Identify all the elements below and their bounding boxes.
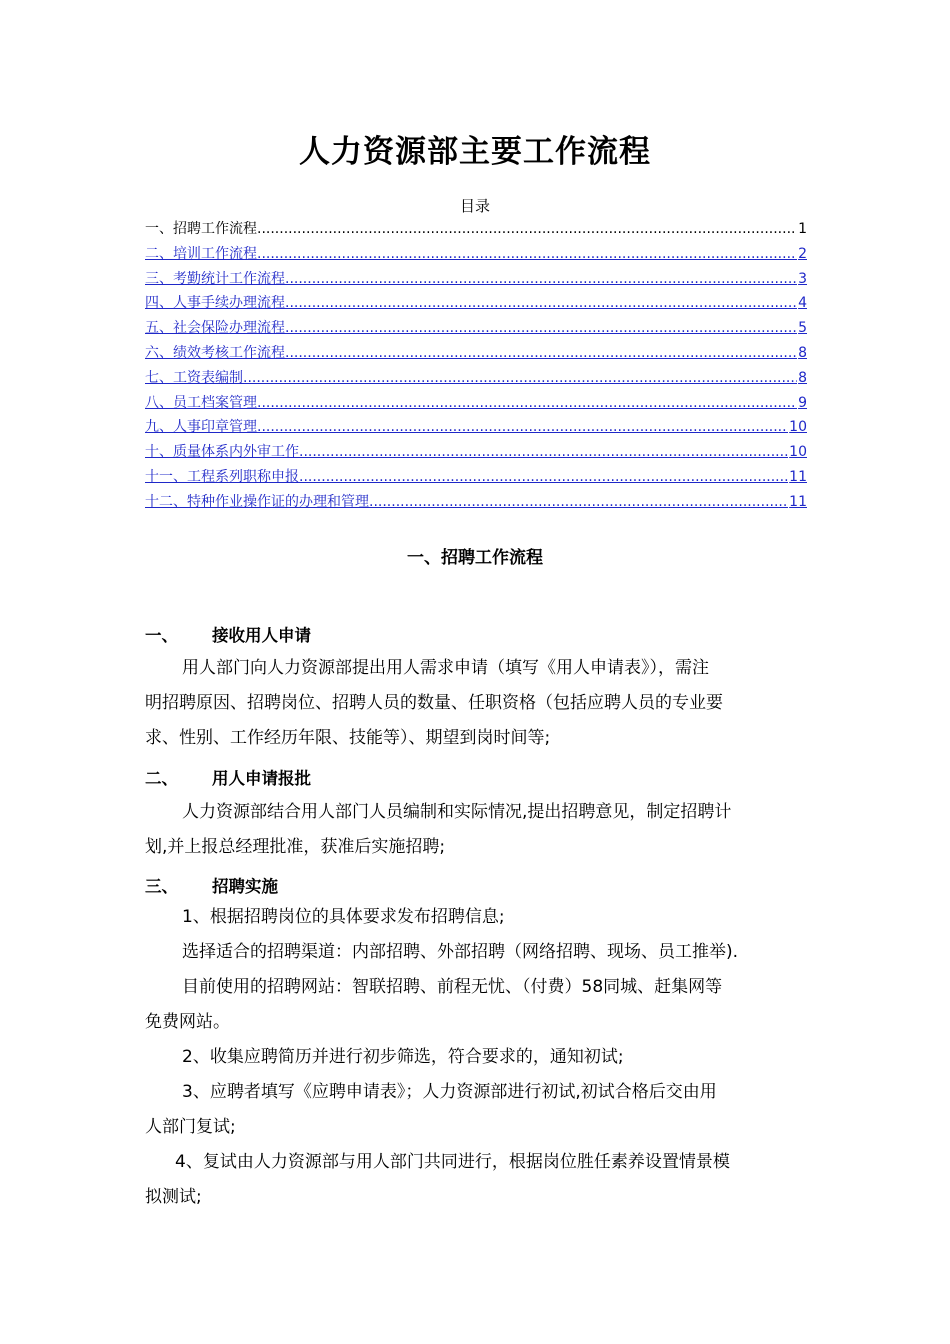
toc-entry-link[interactable] bbox=[145, 267, 807, 292]
toc-leader-dots bbox=[257, 391, 797, 416]
paragraph-line: 人部门复试; bbox=[145, 1117, 236, 1137]
toc-entry-page: 4 bbox=[798, 295, 807, 312]
toc-entry-page: 10 bbox=[789, 419, 807, 436]
step-heading bbox=[145, 765, 311, 789]
toc-entry-page: 11 bbox=[789, 493, 807, 510]
toc-entry-page: 2 bbox=[798, 245, 807, 262]
step-number: 一、 bbox=[145, 626, 178, 645]
toc-leader-dots bbox=[369, 490, 788, 515]
step-number: 二、 bbox=[145, 769, 178, 788]
toc-leader-dots bbox=[257, 415, 788, 440]
toc-entry-label: 八、员工档案管理 bbox=[145, 394, 257, 411]
toc-entry-page: 10 bbox=[789, 444, 807, 461]
paragraph-line: 划,并上报总经理批准，获准后实施招聘; bbox=[145, 837, 446, 857]
toc-entry-link[interactable] bbox=[145, 316, 807, 341]
toc-entry-label: 六、绩效考核工作流程 bbox=[145, 344, 285, 361]
step-heading-text: 接收用人申请 bbox=[212, 626, 311, 645]
table-of-contents bbox=[145, 217, 807, 515]
paragraph-line: 1、根据招聘岗位的具体要求发布招聘信息; bbox=[182, 907, 505, 927]
toc-entry-label: 一、招聘工作流程 bbox=[145, 221, 257, 237]
toc-entry-link[interactable] bbox=[145, 465, 807, 490]
toc-entry-link[interactable] bbox=[145, 415, 807, 440]
toc-entry-link[interactable] bbox=[145, 341, 807, 366]
paragraph-line: 人力资源部结合用人部门人员编制和实际情况,提出招聘意见，制定招聘计 bbox=[182, 802, 732, 822]
toc-leader-dots bbox=[285, 267, 797, 292]
step-heading bbox=[145, 873, 278, 897]
toc-leader-dots bbox=[285, 341, 797, 366]
step-heading-text: 招聘实施 bbox=[212, 877, 278, 896]
toc-entry-label: 二、培训工作流程 bbox=[145, 245, 257, 262]
step-paragraph bbox=[145, 900, 810, 1215]
paragraph-line: 用人部门向人力资源部提出用人需求申请（填写《用人申请表》），需注 bbox=[182, 658, 709, 678]
document-title: 人力资源部主要工作流程 bbox=[299, 134, 651, 170]
step-heading-text: 用人申请报批 bbox=[212, 769, 311, 788]
toc-entry-label: 七、工资表编制 bbox=[145, 369, 243, 386]
toc-leader-dots bbox=[243, 366, 797, 391]
toc-entry-label: 五、社会保险办理流程 bbox=[145, 320, 285, 337]
paragraph-line: 明招聘原因、招聘岗位、招聘人员的数量、任职资格（包括应聘人员的专业要 bbox=[145, 693, 723, 713]
toc-entry-label: 三、考勤统计工作流程 bbox=[145, 270, 285, 287]
toc-entry-link[interactable] bbox=[145, 490, 807, 515]
toc-entry-page: 5 bbox=[798, 320, 807, 337]
paragraph-line: 4、复试由人力资源部与用人部门共同进行，根据岗位胜任素养设置情景模 bbox=[175, 1152, 730, 1172]
paragraph-line: 2、收集应聘简历并进行初步筛选，符合要求的，通知初试; bbox=[182, 1047, 624, 1067]
toc-entry-page: 9 bbox=[798, 394, 807, 411]
toc-entry[interactable] bbox=[145, 217, 807, 242]
toc-entry-label: 十、质量体系内外审工作 bbox=[145, 444, 299, 461]
paragraph-line: 目前使用的招聘网站：智联招聘、前程无忧、（付费）58同城、赶集网等 bbox=[182, 977, 723, 997]
toc-leader-dots bbox=[285, 291, 797, 316]
toc-leader-dots bbox=[299, 440, 788, 465]
paragraph-line: 拟测试; bbox=[145, 1187, 202, 1207]
toc-entry-label: 九、人事印章管理 bbox=[145, 419, 257, 436]
toc-leader-dots bbox=[257, 217, 797, 242]
toc-entry-link[interactable] bbox=[145, 391, 807, 416]
toc-entry-page: 8 bbox=[798, 369, 807, 386]
toc-entry-page: 1 bbox=[798, 221, 807, 237]
paragraph-line: 选择适合的招聘渠道：内部招聘、外部招聘（网络招聘、现场、员工推举). bbox=[182, 942, 739, 962]
toc-entry-page: 3 bbox=[798, 270, 807, 287]
toc-entry-label: 十一、工程系列职称申报 bbox=[145, 468, 299, 485]
toc-entry-link[interactable] bbox=[145, 291, 807, 316]
toc-heading: 目录 bbox=[459, 197, 490, 215]
toc-entry-label: 四、人事手续办理流程 bbox=[145, 295, 285, 312]
toc-entry-link[interactable] bbox=[145, 366, 807, 391]
paragraph-line: 求、性别、工作经历年限、技能等）、期望到岗时间等; bbox=[145, 728, 551, 748]
step-paragraph bbox=[145, 795, 810, 865]
toc-entry-label: 十二、特种作业操作证的办理和管理 bbox=[145, 493, 369, 510]
toc-entry-link[interactable] bbox=[145, 440, 807, 465]
toc-entry-page: 11 bbox=[789, 468, 807, 485]
toc-leader-dots bbox=[285, 316, 797, 341]
step-heading bbox=[145, 622, 311, 646]
paragraph-line: 免费网站。 bbox=[145, 1012, 230, 1032]
toc-entry-page: 8 bbox=[798, 344, 807, 361]
paragraph-line: 3、应聘者填写《应聘申请表》；人力资源部进行初试,初试合格后交由用 bbox=[182, 1082, 717, 1102]
toc-leader-dots bbox=[257, 242, 797, 267]
section-title: 一、招聘工作流程 bbox=[407, 548, 543, 568]
step-number: 三、 bbox=[145, 877, 178, 896]
toc-entry-link[interactable] bbox=[145, 242, 807, 267]
toc-leader-dots bbox=[299, 465, 788, 490]
step-paragraph bbox=[145, 651, 810, 756]
